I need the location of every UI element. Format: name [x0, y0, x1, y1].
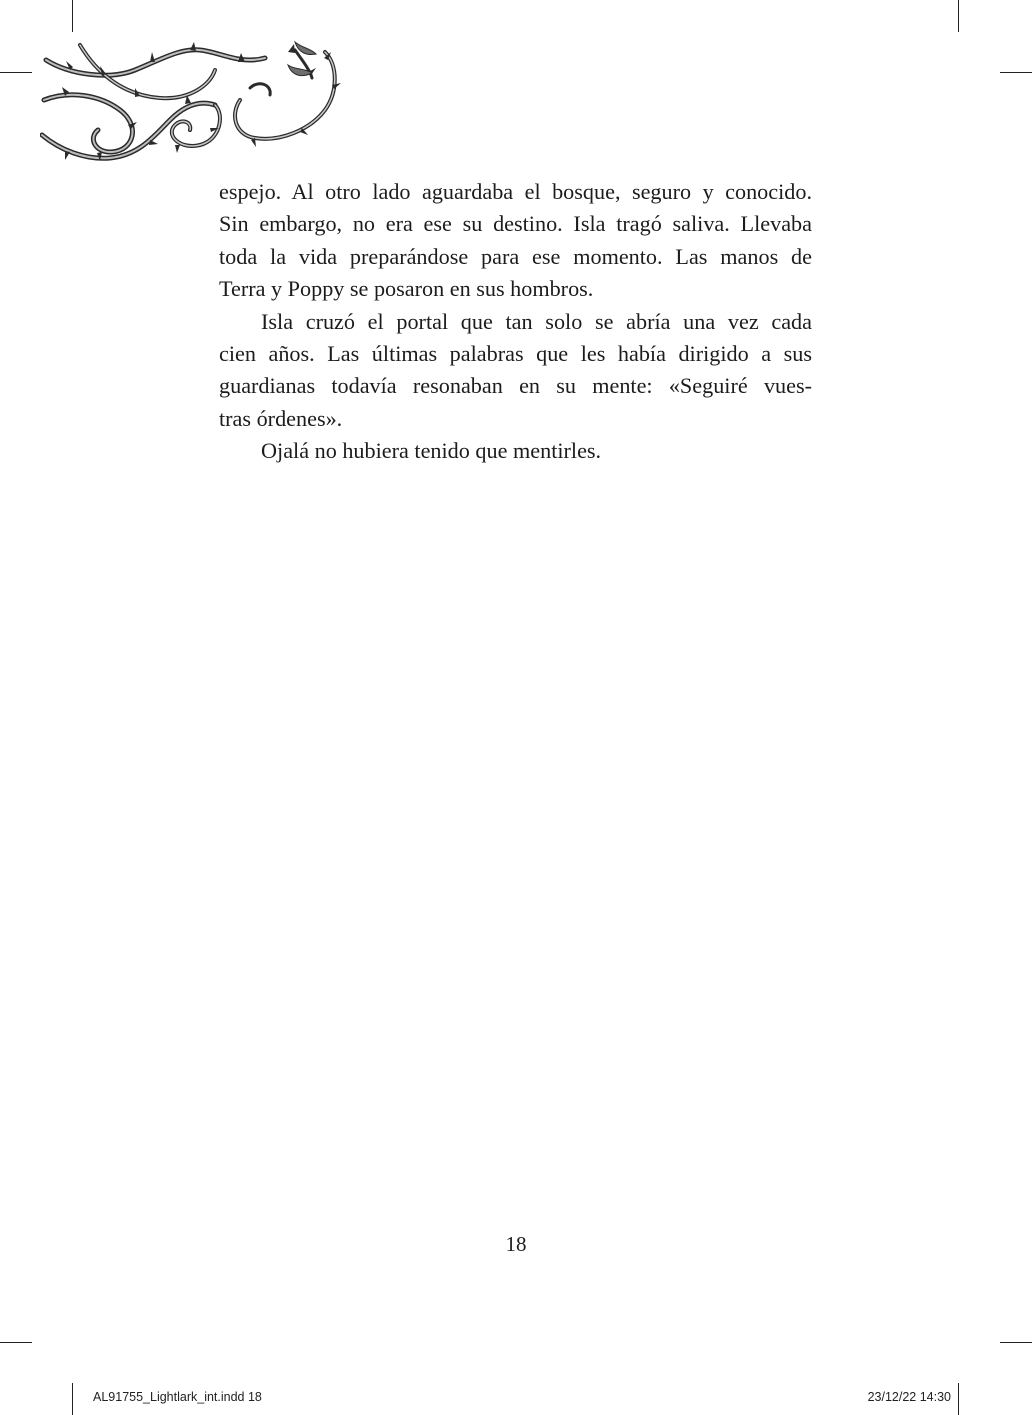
text-line: Terra y Poppy se posaron en sus hombros. — [219, 276, 594, 302]
text-line: espejo. Al otro lado aguardaba el bosque, seguro y conocido. — [219, 179, 812, 204]
text-line: Sin embargo, no era ese su destino. Isla tragó saliva. Llevaba — [219, 211, 812, 237]
paragraph — [219, 176, 812, 306]
paragraph — [219, 306, 812, 436]
crop-mark-top-right-vertical — [958, 0, 959, 32]
text-line: toda la vida preparándose para ese momento. Las manos de — [219, 243, 812, 269]
text-line: tras órdenes». — [219, 405, 343, 431]
text-line: Isla cruzó el portal que tan solo se abría una vez cada — [261, 308, 812, 334]
text-line: Ojalá no hubiera tenido que mentirles. — [261, 438, 602, 464]
crop-mark-top-left-horizontal — [0, 72, 32, 73]
page-number: 18 — [505, 1232, 527, 1256]
thorny-vine-ornament-icon — [40, 40, 345, 165]
crop-mark-bottom-right-horizontal — [1000, 1342, 1032, 1343]
crop-mark-bottom-right-vertical — [958, 1383, 959, 1415]
slug-file-info: AL91755_Lightlark_int.indd 18 — [93, 1390, 262, 1404]
crop-mark-top-right-horizontal — [1000, 72, 1032, 73]
crop-mark-top-left-vertical — [72, 0, 73, 32]
paragraph — [219, 435, 812, 467]
crop-mark-bottom-left-horizontal — [0, 1342, 32, 1343]
crop-mark-bottom-left-vertical — [72, 1383, 73, 1415]
text-line: guardianas todavía resonaban en su mente: «Seguiré vues- — [219, 373, 812, 399]
body-text — [219, 176, 812, 468]
text-line: cien años. Las últimas palabras que les había dirigido a sus — [219, 340, 812, 366]
slug-date-time: 23/12/22 14:30 — [867, 1390, 951, 1404]
